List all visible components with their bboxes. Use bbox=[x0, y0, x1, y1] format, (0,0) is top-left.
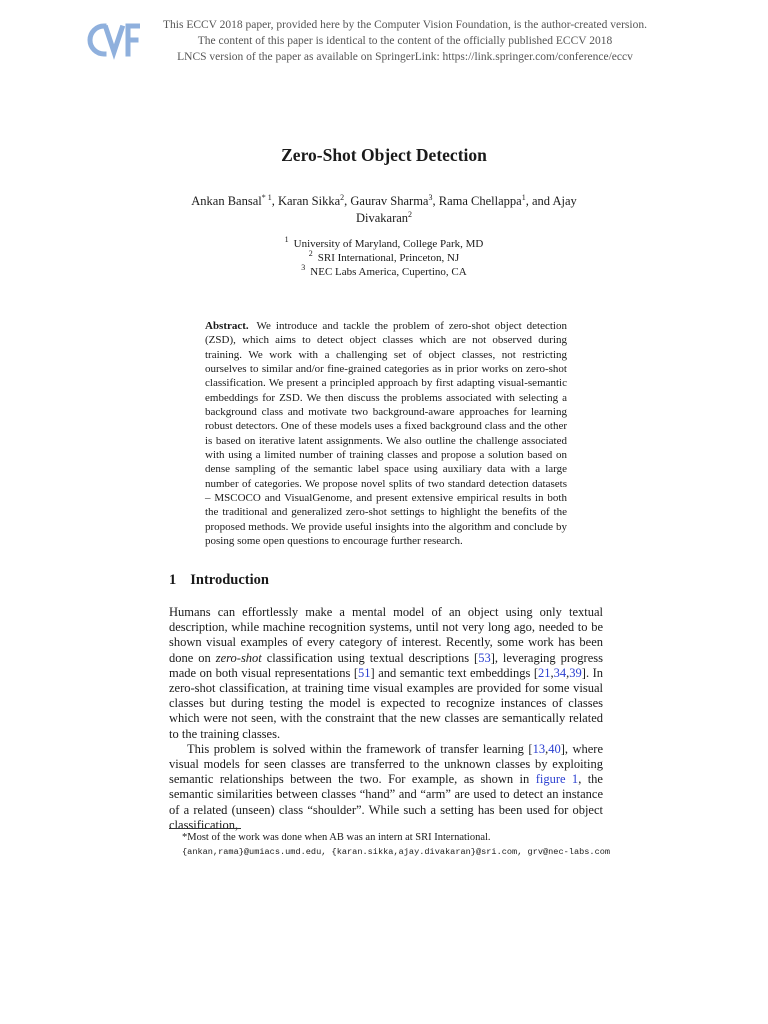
citation-link-53[interactable]: 53 bbox=[478, 650, 491, 665]
author-marks: 2 bbox=[408, 209, 413, 219]
text-run: ], where visual models for seen classes are transferred to the unknown classes by exploiting semantic relationships between the two. For example, as shown in bbox=[169, 741, 604, 787]
abstract-text: We introduce and tackle the problem of zero-shot object detection (ZSD), which aims to detect object classes which are not observed during training. We work with a challenging set of object classes, not restricting ourselves to similar and/or fine-grained categories as in prior works on zero-shot classification. We present a principled approach by first adapting visual-semantic embeddings for ZSD. We then discuss the problems associated with selecting a background class and motivate two background-aware approaches for learning robust detectors. One of these models uses a fixed background class and the other is based on iterative latent assignments. We also outline the challenge associated with using a limited number of training classes and propose a solution based on dense sampling of the semantic label space using auxiliary data with a large number of categories. We propose novel splits of two standard detection datasets – MSCOCO and VisualGenome, and present extensive empirical results in both the traditional and generalized zero-shot settings to highlight the benefits of the proposed methods. We provide useful insights into the algorithm and conclude by posing some open questions to encourage further research. bbox=[205, 320, 567, 548]
affiliation-text: NEC Labs America, Cupertino, CA bbox=[310, 266, 467, 278]
text-run: This problem is solved within the framework of transfer learning [ bbox=[187, 741, 533, 756]
affiliation-number: 2 bbox=[308, 249, 313, 259]
footnote bbox=[182, 831, 622, 859]
author-name: Ankan Bansal bbox=[191, 194, 262, 208]
citation-link-21[interactable]: 21 bbox=[538, 665, 551, 680]
affiliation-number: 3 bbox=[301, 263, 306, 273]
author-separator: , and bbox=[525, 194, 553, 208]
text-run: ], leveraging progress made on both visual representations [ bbox=[169, 650, 603, 680]
author-name: Gaurav Sharma bbox=[350, 194, 429, 208]
citation-link-40[interactable]: 40 bbox=[548, 741, 561, 756]
emphasis-text: zero-shot bbox=[215, 650, 262, 665]
affiliation-list bbox=[0, 237, 768, 279]
introduction-body bbox=[169, 605, 603, 833]
affiliation bbox=[0, 251, 768, 265]
paragraph: Humans can effortlessly make a mental model of an object using only textual description, while machine recognition systems, until not very long ago, needed to be shown visual examples of every category of interest. Recently, some work has been done on zero-shot classification using textual descriptions [53], leveraging progress made on both visual representations [51] and semantic text embeddings [21,34,39]. In zero-shot classification, at training time visual examples are provided for some visual classes but during testing the model is expected to recognize instances of classes which were not seen, with the constraint that the new classes are semantically related to the training classes. bbox=[169, 605, 604, 741]
cvf-notice-line: The content of this paper is identical to the content of the officially published ECCV 2018 bbox=[197, 35, 613, 47]
author-name: Ajay Divakaran bbox=[355, 194, 577, 225]
author-separator: , bbox=[432, 194, 439, 208]
author-marks: 2 bbox=[340, 192, 345, 202]
footnote-text: *Most of the work was done when AB was an intern at SRI International. bbox=[182, 832, 491, 843]
footnote-divider bbox=[169, 828, 241, 829]
text-run: ]. In zero-shot classification, at training time visual examples are provided for some visual classes but during testing the model is expected to recognize instances of classes which were not seen, with the constraint that the new classes are semantically related to the training classes. bbox=[169, 665, 604, 741]
author-emails: {ankan,rama}@umiacs.umd.edu, {karan.sikka,ajay.divakaran}@sri.com, grv@nec-labs.com bbox=[182, 847, 611, 857]
affiliation-text: University of Maryland, College Park, MD bbox=[293, 238, 484, 250]
figure-1-link[interactable]: figure 1 bbox=[535, 772, 579, 787]
affiliation-number: 1 bbox=[284, 235, 289, 245]
author-list bbox=[175, 193, 593, 227]
author-separator: , bbox=[344, 194, 351, 208]
author-marks: 3 bbox=[428, 192, 433, 202]
paper-title: Zero-Shot Object Detection bbox=[281, 145, 487, 165]
cvf-logo bbox=[84, 20, 140, 60]
text-run: ] and semantic text embeddings [ bbox=[370, 665, 539, 680]
text-run: Humans can effortlessly make a mental model of an object using only textual description, while machine recognition systems, until not very long ago, needed to be shown visual examples of every category of interest. Recently, some work has been done on bbox=[169, 605, 603, 665]
author-marks: * 1 bbox=[261, 192, 272, 202]
citation-link-39[interactable]: 39 bbox=[569, 665, 582, 680]
author-name: Karan Sikka bbox=[277, 194, 341, 208]
text-run: classification using textual descriptions [ bbox=[261, 650, 479, 665]
author-name: Rama Chellappa bbox=[438, 194, 522, 208]
section-heading bbox=[169, 572, 269, 589]
paragraph: This problem is solved within the framework of transfer learning [13,40], where visual models for seen classes are transferred to the unknown classes by exploiting semantic relationships between the two. For example, as shown in figure 1, the semantic similarities between classes “hand” and “arm” are used to detect an instance of a related (unseen) class “shoulder”. While such a setting has been used for object classification, bbox=[169, 741, 604, 832]
citation-link-34[interactable]: 34 bbox=[553, 665, 567, 680]
author-marks: 1 bbox=[521, 192, 526, 202]
author-separator: , bbox=[271, 194, 278, 208]
cvf-notice bbox=[150, 17, 660, 65]
citation-link-13[interactable]: 13 bbox=[532, 741, 546, 756]
cvf-notice-line: LNCS version of the paper as available on SpringerLink: https://link.springer.com/conference/eccv bbox=[177, 51, 633, 63]
section-title: Introduction bbox=[190, 572, 269, 588]
abstract-label: Abstract. bbox=[205, 320, 249, 332]
affiliation bbox=[0, 265, 768, 279]
affiliation bbox=[0, 237, 768, 251]
citation-link-51[interactable]: 51 bbox=[358, 665, 371, 680]
text-run: , the semantic similarities between classes “hand” and “arm” are used to detect an instance of a related (unseen) class “shoulder”. While such a setting has been used for object classification, bbox=[169, 772, 603, 832]
abstract bbox=[205, 319, 567, 549]
affiliation-text: SRI International, Princeton, NJ bbox=[317, 252, 460, 264]
section-number: 1 bbox=[169, 572, 177, 588]
cvf-notice-line: This ECCV 2018 paper, provided here by the Computer Vision Foundation, is the author-created version. bbox=[163, 19, 647, 31]
